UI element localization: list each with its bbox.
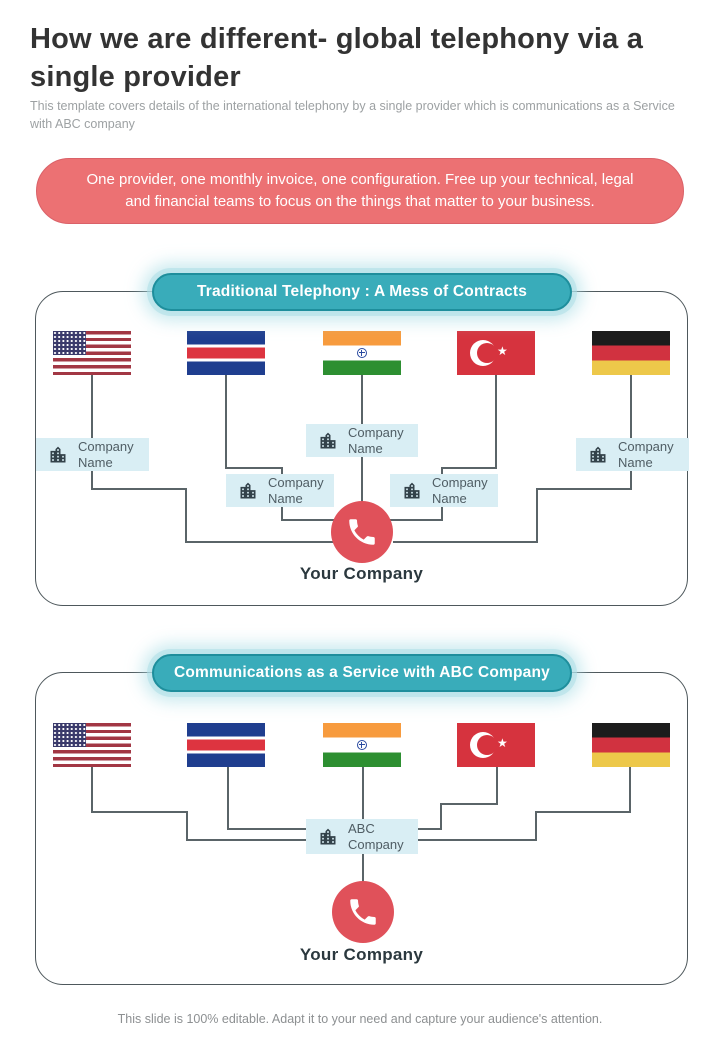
connector-line [281,519,336,521]
flag-costa-rica [187,331,265,375]
section-1-header: Traditional Telephony : A Mess of Contracts [152,273,572,311]
flag-india [323,723,401,767]
page-title: How we are different- global telephony via a single provider [30,23,644,93]
building-icon [588,445,608,465]
building-icon [318,827,338,847]
connector-line [629,767,631,813]
company-label [36,438,149,471]
section-2-header: Communications as a Service with ABC Company [152,654,572,692]
building-icon [318,431,338,451]
connector-line [362,767,364,819]
building-icon [238,481,258,501]
connector-line [388,519,443,521]
connector-line [361,375,363,424]
star-icon: ★ [497,736,508,750]
connector-line [186,839,307,841]
hub-label: Your Company [299,945,424,964]
connector-line [536,488,538,543]
connector-line [630,375,632,438]
company-label [390,474,498,507]
section-traditional-telephony [35,283,688,606]
connector-line [91,767,93,813]
connector-line [227,828,307,830]
connector-line [441,803,498,805]
flag-usa-canton [53,723,86,747]
phone-hub [331,501,393,563]
connector-line [418,839,537,841]
abc-company-label-text: ABC Company [348,821,404,852]
highlight-banner-text: One provider, one monthly invoice, one configuration. Free up your technical, legal and financial teams to focus on the things that matter to your business. [86,171,634,210]
connector-line [185,541,333,543]
footer-note: This slide is 100% editable. Adapt it to your need and capture your audience's attention. [117,1012,603,1026]
connector-line [496,767,498,805]
company-label-text: Company Name [432,475,488,506]
company-label [226,474,334,507]
connector-line [495,375,497,468]
building-icon [48,445,68,465]
connector-line [91,470,93,489]
phone-icon [346,895,380,929]
abc-company-label [306,819,418,854]
flag-turkey [457,331,535,375]
connector-line [225,467,283,469]
connector-line [440,803,442,830]
building-icon [402,481,422,501]
flag-germany [592,723,670,767]
section-caas-abc [35,664,688,985]
connector-line [225,375,227,468]
flag-turkey [457,723,535,767]
phone-hub [332,881,394,943]
connector-line [536,488,632,490]
company-label [306,424,418,457]
highlight-banner [36,158,684,224]
chakra-icon [357,740,367,750]
connector-line [361,455,363,503]
connector-line [186,811,188,841]
star-icon: ★ [497,344,508,358]
company-label-text: Company Name [268,475,324,506]
flag-costa-rica [187,723,265,767]
connector-line [362,854,364,883]
flag-germany [592,331,670,375]
connector-line [185,488,187,543]
hub-label: Your Company [299,564,424,583]
flag-usa [53,723,131,767]
connector-line [91,811,188,813]
connector-line [535,811,537,841]
page-subtitle: This template covers details of the international telephony by a single provider which is communications as a Service with ABC company [30,99,675,132]
company-label [576,438,689,471]
connector-line [630,470,632,489]
flag-usa [53,331,131,375]
connector-line [536,811,631,813]
company-label-text: Company Name [348,425,404,456]
connector-line [393,541,538,543]
connector-line [227,767,229,830]
connector-line [441,467,497,469]
company-label-text: Company Name [618,439,674,470]
connector-line [418,828,442,830]
chakra-icon [357,348,367,358]
connector-line [91,488,187,490]
flag-india [323,331,401,375]
connector-line [91,375,93,438]
flag-usa-canton [53,331,86,355]
phone-icon [345,515,379,549]
company-label-text: Company Name [78,439,134,470]
